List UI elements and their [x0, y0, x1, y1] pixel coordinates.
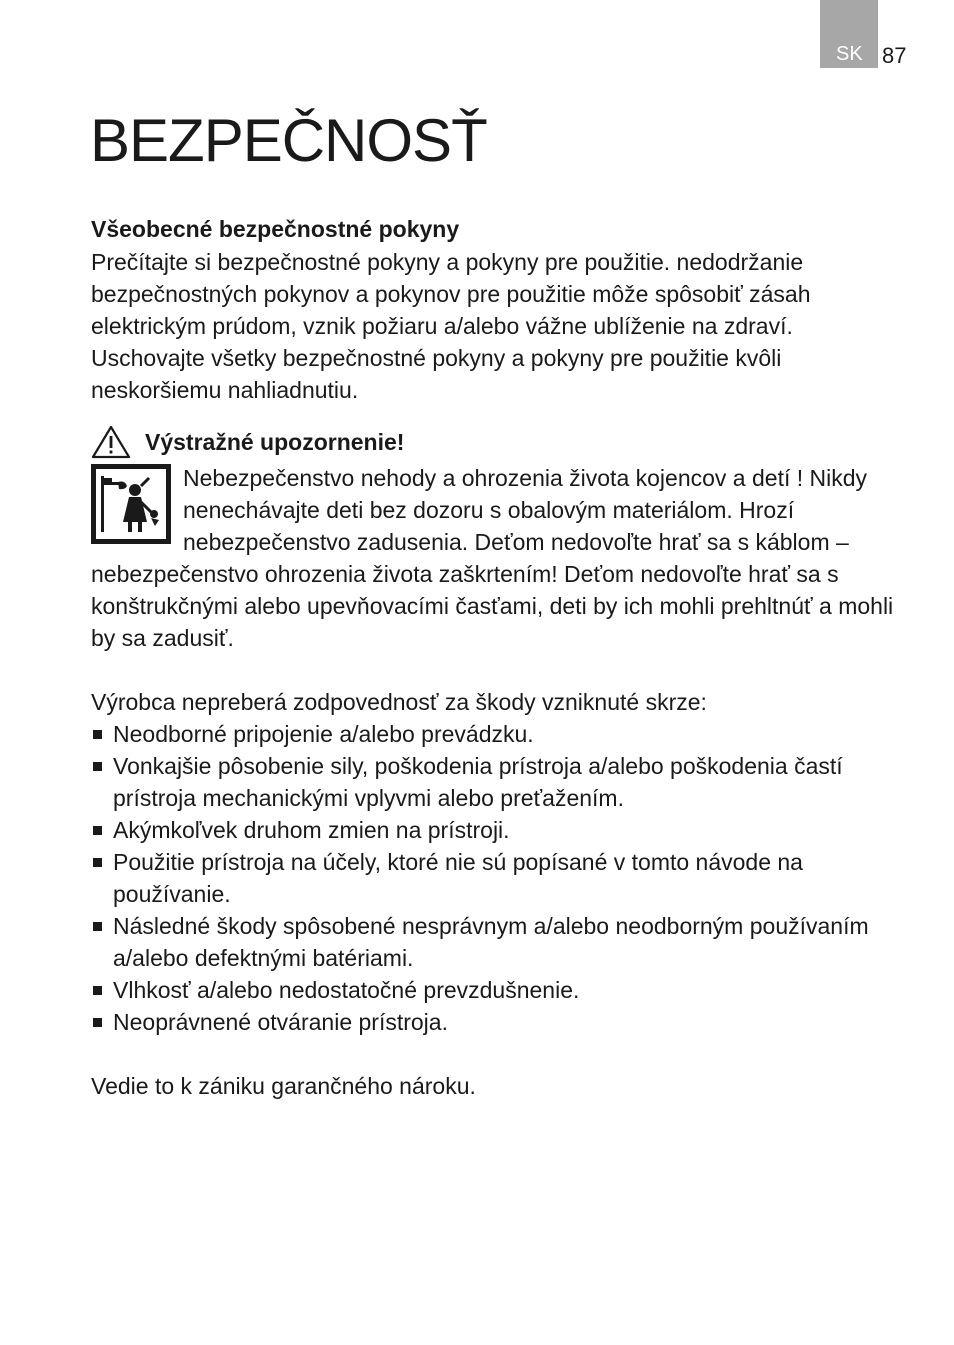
general-safety-heading: Všeobecné bezpečnostné pokyny [91, 216, 460, 242]
list-item: Následné škody spôsobené nesprávnym a/alebo neodborným používaním a/alebo defektnými batériami. [91, 910, 906, 974]
language-tab [820, 0, 878, 68]
warning-block [91, 462, 906, 654]
language-code: SK [836, 43, 863, 65]
page-content [91, 212, 906, 1102]
closing-text: Vedie to k zániku garančného nároku. [91, 1073, 476, 1099]
liability-intro: Výrobca nepreberá zodpovednosť za škody vzniknuté skrze: [91, 689, 707, 715]
liability-list [91, 718, 906, 1038]
child-hazard-icon [91, 464, 171, 544]
warning-title: Výstražné upozornenie! [145, 429, 405, 455]
general-safety-text: Prečítajte si bezpečnostné pokyny a pokyny pre použitie. nedodržanie bezpečnostných pokynov a pokynov pre použitie môže spôsobiť zásah elektrickým prúdom, vznik požiaru a/alebo vážne ublíženie na zdraví. Uschovajte všetky bezpečnostné pokyny a pokyny pre použitie kvôli neskoršiemu nahliadnutiu. [91, 249, 811, 403]
spacer [91, 654, 906, 686]
page-number: 87 [882, 43, 907, 68]
list-item: Neoprávnené otváranie prístroja. [91, 1006, 906, 1038]
list-item: Vonkajšie pôsobenie sily, poškodenia prístroja a/alebo poškodenia častí prístroja mechanickými vplyvmi alebo preťažením. [91, 750, 906, 814]
warning-triangle-icon [91, 425, 131, 459]
list-item: Neodborné pripojenie a/alebo prevádzku. [91, 718, 906, 750]
list-item: Akýmkoľvek druhom zmien na prístroji. [91, 814, 906, 846]
spacer [91, 1038, 906, 1070]
list-item: Použitie prístroja na účely, ktoré nie sú popísané v tomto návode na používanie. [91, 846, 906, 910]
warning-heading [91, 424, 906, 460]
list-item: Vlhkosť a/alebo nedostatočné prevzdušnenie. [91, 974, 906, 1006]
warning-text: Nebezpečenstvo nehody a ohrozenia života kojencov a detí ! Nikdy nenechávajte deti bez dozoru s obalovým materiálom. Hrozí nebezpečenstvo zadusenia. Deťom nedovoľte hrať sa s káblom – nebezpečenstvo ohrozenia života zaškrtením! Deťom nedovoľte hrať sa s konštrukčnými alebo upevňovacími časťami, deti by ich mohli prehltnúť a mohli by sa zadusiť. [91, 465, 894, 651]
page-title: BEZPEČNOSŤ [90, 107, 487, 174]
